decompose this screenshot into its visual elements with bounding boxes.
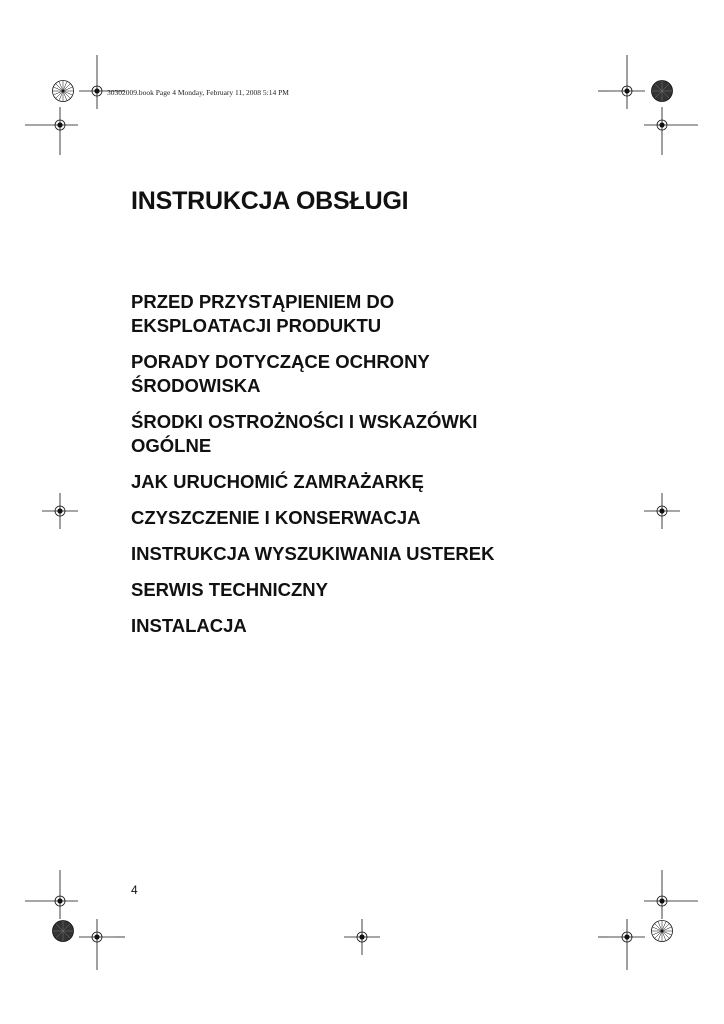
toc-item: CZYSZCZENIE I KONSERWACJA: [131, 507, 421, 528]
page-title: INSTRUKCJA OBSŁUGI: [131, 187, 409, 215]
toc-item: PORADY DOTYCZĄCE OCHRONY ŚRODOWISKA: [131, 351, 430, 396]
toc-item: INSTALACJA: [131, 615, 247, 636]
print-header-info: 30302009.book Page 4 Monday, February 11, 2008 5:14 PM: [107, 88, 289, 97]
toc-item: JAK URUCHOMIĆ ZAMRAŻARKĘ: [131, 471, 424, 492]
toc-item: INSTRUKCJA WYSZUKIWANIA USTEREK: [131, 543, 495, 564]
toc-item: ŚRODKI OSTROŻNOŚCI I WSKAZÓWKI OGÓLNE: [131, 411, 478, 456]
page-number: 4: [131, 883, 138, 897]
toc-item: PRZED PRZYSTĄPIENIEM DO EKSPLOATACJI PRODUKTU: [131, 291, 395, 336]
toc-item: SERWIS TECHNICZNY: [131, 579, 329, 600]
